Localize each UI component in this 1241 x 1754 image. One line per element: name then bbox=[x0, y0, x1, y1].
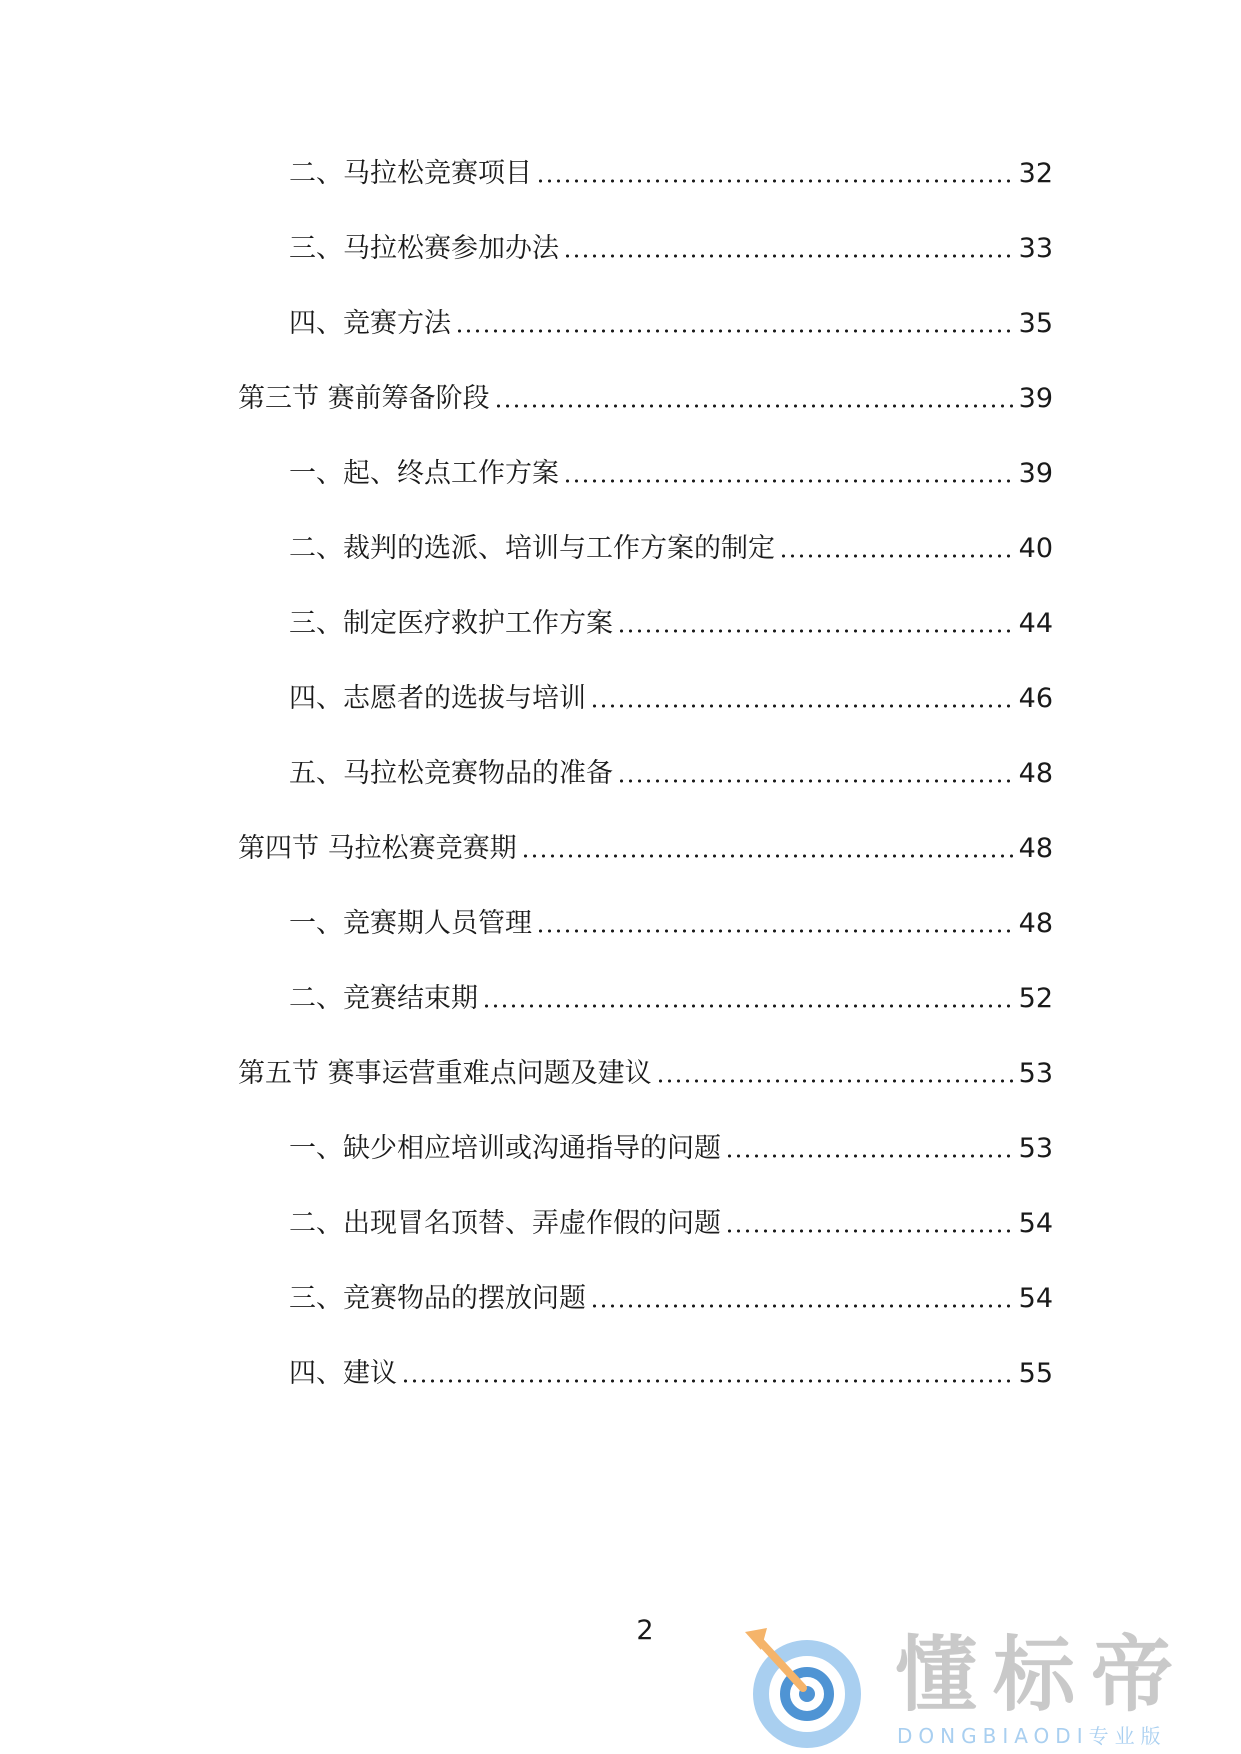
toc-entry-page: 44 bbox=[1018, 608, 1053, 639]
toc-dot-leader bbox=[725, 1228, 1016, 1234]
toc-entry-page: 53 bbox=[1018, 1133, 1053, 1164]
toc-entry-page: 48 bbox=[1018, 758, 1053, 789]
toc-entry-title: 第五节 赛事运营重难点问题及建议 bbox=[238, 1058, 652, 1089]
toc-entry[interactable] bbox=[289, 1354, 1053, 1394]
toc-entry-page: 54 bbox=[1018, 1208, 1053, 1239]
watermark-brand-name: 懂标帝 bbox=[895, 1628, 1190, 1723]
toc-entry[interactable] bbox=[289, 229, 1053, 269]
toc-dot-leader bbox=[590, 1303, 1016, 1309]
watermark-brand-subtitle: DONGBIAODI专业版 bbox=[897, 1724, 1167, 1748]
toc-dot-leader bbox=[482, 1003, 1016, 1009]
toc-entry-page: 48 bbox=[1018, 908, 1053, 939]
toc-entry[interactable] bbox=[289, 529, 1053, 569]
toc-section-entry[interactable] bbox=[238, 1054, 1053, 1094]
toc-entry-title: 四、竞赛方法 bbox=[289, 308, 451, 339]
toc-dot-leader bbox=[521, 853, 1016, 859]
toc-entry-page: 39 bbox=[1018, 383, 1053, 414]
toc-entry-page: 35 bbox=[1018, 308, 1053, 339]
toc-entry-title: 三、马拉松赛参加办法 bbox=[289, 233, 559, 264]
toc-entry-title: 第四节 马拉松赛竞赛期 bbox=[238, 833, 517, 864]
toc-dot-leader bbox=[536, 178, 1016, 184]
toc-entry-title: 一、缺少相应培训或沟通指导的问题 bbox=[289, 1133, 721, 1164]
toc-entry-title: 第三节 赛前筹备阶段 bbox=[238, 383, 490, 414]
toc-entry-page: 55 bbox=[1018, 1358, 1053, 1389]
toc-entry-title: 一、起、终点工作方案 bbox=[289, 458, 559, 489]
toc-dot-leader bbox=[725, 1153, 1016, 1159]
toc-entry[interactable] bbox=[289, 679, 1053, 719]
toc-entry-title: 三、竞赛物品的摆放问题 bbox=[289, 1283, 586, 1314]
toc-dot-leader bbox=[779, 553, 1016, 559]
toc-dot-leader bbox=[563, 478, 1016, 484]
toc-section-entry[interactable] bbox=[238, 379, 1053, 419]
toc-dot-leader bbox=[494, 403, 1016, 409]
toc-dot-leader bbox=[536, 928, 1016, 934]
toc-entry-page: 33 bbox=[1018, 233, 1053, 264]
toc-entry-title: 二、马拉松竞赛项目 bbox=[289, 158, 532, 189]
page-number: 2 bbox=[636, 1615, 654, 1646]
toc-dot-leader bbox=[563, 253, 1016, 259]
toc-dot-leader bbox=[455, 328, 1016, 334]
toc-entry[interactable] bbox=[289, 1279, 1053, 1319]
toc-section-entry[interactable] bbox=[238, 829, 1053, 869]
toc-entry-page: 39 bbox=[1018, 458, 1053, 489]
toc-entry[interactable] bbox=[289, 154, 1053, 194]
toc-entry[interactable] bbox=[289, 754, 1053, 794]
target-arrow-logo-icon bbox=[745, 1628, 873, 1750]
toc-dot-leader bbox=[617, 778, 1016, 784]
toc-dot-leader bbox=[617, 628, 1016, 634]
toc-entry-page: 40 bbox=[1018, 533, 1053, 564]
toc-entry-title: 一、竞赛期人员管理 bbox=[289, 908, 532, 939]
toc-entry[interactable] bbox=[289, 1129, 1053, 1169]
toc-entry[interactable] bbox=[289, 1204, 1053, 1244]
toc-entry-title: 二、出现冒名顶替、弄虚作假的问题 bbox=[289, 1208, 721, 1239]
toc-entry-page: 46 bbox=[1018, 683, 1053, 714]
toc-entry-page: 52 bbox=[1018, 983, 1053, 1014]
toc-entry-page: 32 bbox=[1018, 158, 1053, 189]
toc-entry-title: 四、建议 bbox=[289, 1358, 397, 1389]
toc-entry-page: 53 bbox=[1018, 1058, 1053, 1089]
toc-entry-title: 三、制定医疗救护工作方案 bbox=[289, 608, 613, 639]
toc-dot-leader bbox=[401, 1378, 1016, 1384]
toc-entry[interactable] bbox=[289, 604, 1053, 644]
toc-dot-leader bbox=[590, 703, 1016, 709]
toc-entry[interactable] bbox=[289, 904, 1053, 944]
toc-entry[interactable] bbox=[289, 454, 1053, 494]
toc-dot-leader bbox=[656, 1078, 1016, 1084]
toc-entry[interactable] bbox=[289, 979, 1053, 1019]
toc-entry[interactable] bbox=[289, 304, 1053, 344]
toc-entry-title: 四、志愿者的选拔与培训 bbox=[289, 683, 586, 714]
toc-entry-page: 54 bbox=[1018, 1283, 1053, 1314]
toc-entry-page: 48 bbox=[1018, 833, 1053, 864]
toc-entry-title: 二、竞赛结束期 bbox=[289, 983, 478, 1014]
toc-entry-title: 二、裁判的选派、培训与工作方案的制定 bbox=[289, 533, 775, 564]
watermark bbox=[745, 1628, 1225, 1750]
toc-entry-title: 五、马拉松竞赛物品的准备 bbox=[289, 758, 613, 789]
